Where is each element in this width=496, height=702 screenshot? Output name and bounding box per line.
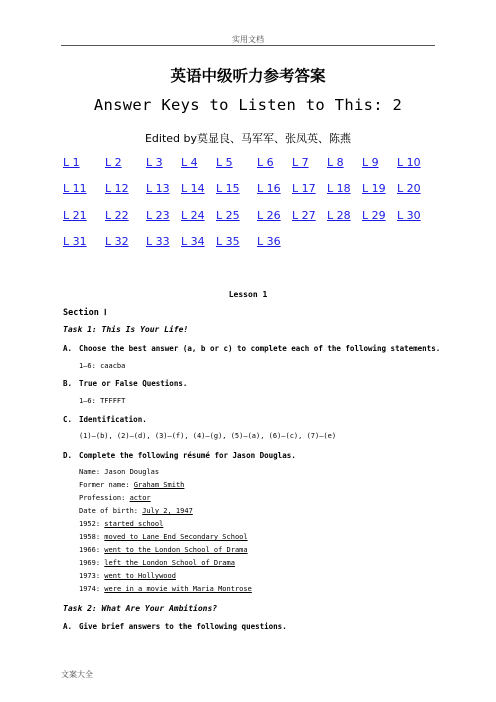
resume-row	[79, 507, 193, 515]
question-letter: B.	[63, 379, 73, 388]
lesson-link[interactable]: L 10	[397, 156, 421, 169]
resume-value: started school	[104, 520, 164, 528]
lesson-link[interactable]: L 23	[146, 209, 170, 222]
resume-label: 1958:	[79, 533, 105, 541]
resume-value: actor	[129, 494, 151, 502]
lesson-link-grid	[0, 156, 496, 256]
question-text: True or False Questions.	[79, 379, 188, 388]
lesson-link[interactable]: L 36	[257, 235, 281, 248]
lesson-link[interactable]: L 11	[63, 182, 87, 195]
resume-row	[79, 494, 151, 502]
lesson-link[interactable]: L 35	[216, 235, 240, 248]
resume-row	[79, 572, 176, 580]
task1-question-b	[63, 379, 187, 388]
task2-question-a	[63, 622, 287, 631]
lesson-link[interactable]: L 29	[362, 209, 386, 222]
editors-line: Edited by莫显良、马军军、张凤英、陈燕	[144, 132, 352, 145]
resume-label: Date of birth:	[79, 507, 143, 515]
resume-row	[79, 520, 163, 528]
task1-question-d	[63, 451, 296, 460]
lesson-link[interactable]: L 4	[181, 156, 198, 169]
resume-label: 1974:	[79, 585, 105, 593]
lesson-title: Lesson 1	[228, 290, 268, 299]
resume-value: left the London School of Drama	[104, 559, 235, 567]
lesson-link[interactable]: L 13	[146, 182, 170, 195]
lesson-link[interactable]: L 20	[397, 182, 421, 195]
document-title-english: Answer Keys to Listen to This: 2	[93, 96, 403, 114]
resume-row	[79, 546, 248, 554]
lesson-link[interactable]: L 32	[105, 235, 129, 248]
resume-value: went to the London School of Drama	[104, 546, 248, 554]
lesson-link[interactable]: L 9	[362, 156, 379, 169]
resume-row	[79, 533, 248, 541]
resume-value: Graham Smith	[133, 481, 185, 489]
resume-label: Profession:	[79, 494, 130, 502]
question-letter: A.	[63, 344, 73, 353]
lesson-link[interactable]: L 33	[146, 235, 170, 248]
lesson-link[interactable]: L 12	[105, 182, 129, 195]
lesson-link[interactable]: L 30	[397, 209, 421, 222]
lesson-link[interactable]: L 25	[216, 209, 240, 222]
task1-title: Task 1: This Is Your Life!	[63, 325, 189, 334]
resume-value: were in a movie with Maria Montrose	[104, 585, 252, 593]
resume-row	[79, 585, 252, 593]
resume-label: Name:	[79, 468, 105, 476]
resume-value: July 2, 1947	[142, 507, 193, 515]
question-letter: D.	[63, 451, 73, 460]
resume-value: moved to Lane End Secondary School	[104, 533, 248, 541]
lesson-link[interactable]: L 2	[105, 156, 122, 169]
lesson-link[interactable]: L 17	[292, 182, 316, 195]
lesson-link[interactable]: L 7	[292, 156, 309, 169]
page-header: 实用文档	[232, 35, 264, 44]
resume-label: 1966:	[79, 546, 105, 554]
header-divider	[61, 45, 435, 46]
lesson-link[interactable]: L 22	[105, 209, 129, 222]
lesson-link[interactable]: L 3	[146, 156, 163, 169]
resume-row	[79, 481, 184, 489]
resume-value: Jason Douglas	[104, 468, 160, 476]
task2-title: Task 2: What Are Your Ambitions?	[63, 604, 218, 613]
resume-label: 1969:	[79, 559, 105, 567]
question-text: Choose the best answer (a, b or c) to complete each of the following statements.	[79, 344, 441, 353]
section-heading: Section Ⅰ	[63, 308, 107, 318]
lesson-link[interactable]: L 18	[327, 182, 351, 195]
lesson-link[interactable]: L 16	[257, 182, 281, 195]
task1-answer-a: 1—6: caacba	[79, 362, 126, 370]
lesson-link[interactable]: L 31	[63, 235, 87, 248]
page-footer: 文案大全	[61, 670, 93, 679]
lesson-link[interactable]: L 15	[216, 182, 240, 195]
lesson-link[interactable]: L 24	[181, 209, 205, 222]
question-text: Identification.	[79, 415, 147, 424]
question-text: Give brief answers to the following questions.	[79, 622, 287, 631]
lesson-link[interactable]: L 5	[216, 156, 233, 169]
resume-label: 1952:	[79, 520, 105, 528]
task1-answer-b: 1—6: TFFFFT	[79, 397, 126, 405]
lesson-link[interactable]: L 21	[63, 209, 87, 222]
question-letter: A.	[63, 622, 73, 631]
resume-row	[79, 559, 235, 567]
lesson-link[interactable]: L 8	[327, 156, 344, 169]
task1-question-a	[63, 344, 440, 353]
question-text: Complete the following résumé for Jason Douglas.	[79, 451, 296, 460]
resume-label: Former name:	[79, 481, 134, 489]
lesson-link[interactable]: L 14	[181, 182, 205, 195]
lesson-link[interactable]: L 26	[257, 209, 281, 222]
task1-question-c	[63, 415, 147, 424]
resume-row	[79, 468, 159, 476]
lesson-link[interactable]: L 6	[257, 156, 274, 169]
lesson-link[interactable]: L 1	[63, 156, 80, 169]
lesson-link[interactable]: L 28	[327, 209, 351, 222]
question-letter: C.	[63, 415, 73, 424]
resume-value: went to Hollywood	[104, 572, 176, 580]
lesson-link[interactable]: L 27	[292, 209, 316, 222]
task1-answer-c: (1)—(b), (2)—(d), (3)—(f), (4)—(g), (5)—(a), (6)—(c), (7)—(e)	[79, 432, 337, 440]
lesson-link[interactable]: L 34	[181, 235, 205, 248]
lesson-link[interactable]: L 19	[362, 182, 386, 195]
document-title-chinese: 英语中级听力参考答案	[170, 67, 326, 85]
resume-label: 1973:	[79, 572, 105, 580]
